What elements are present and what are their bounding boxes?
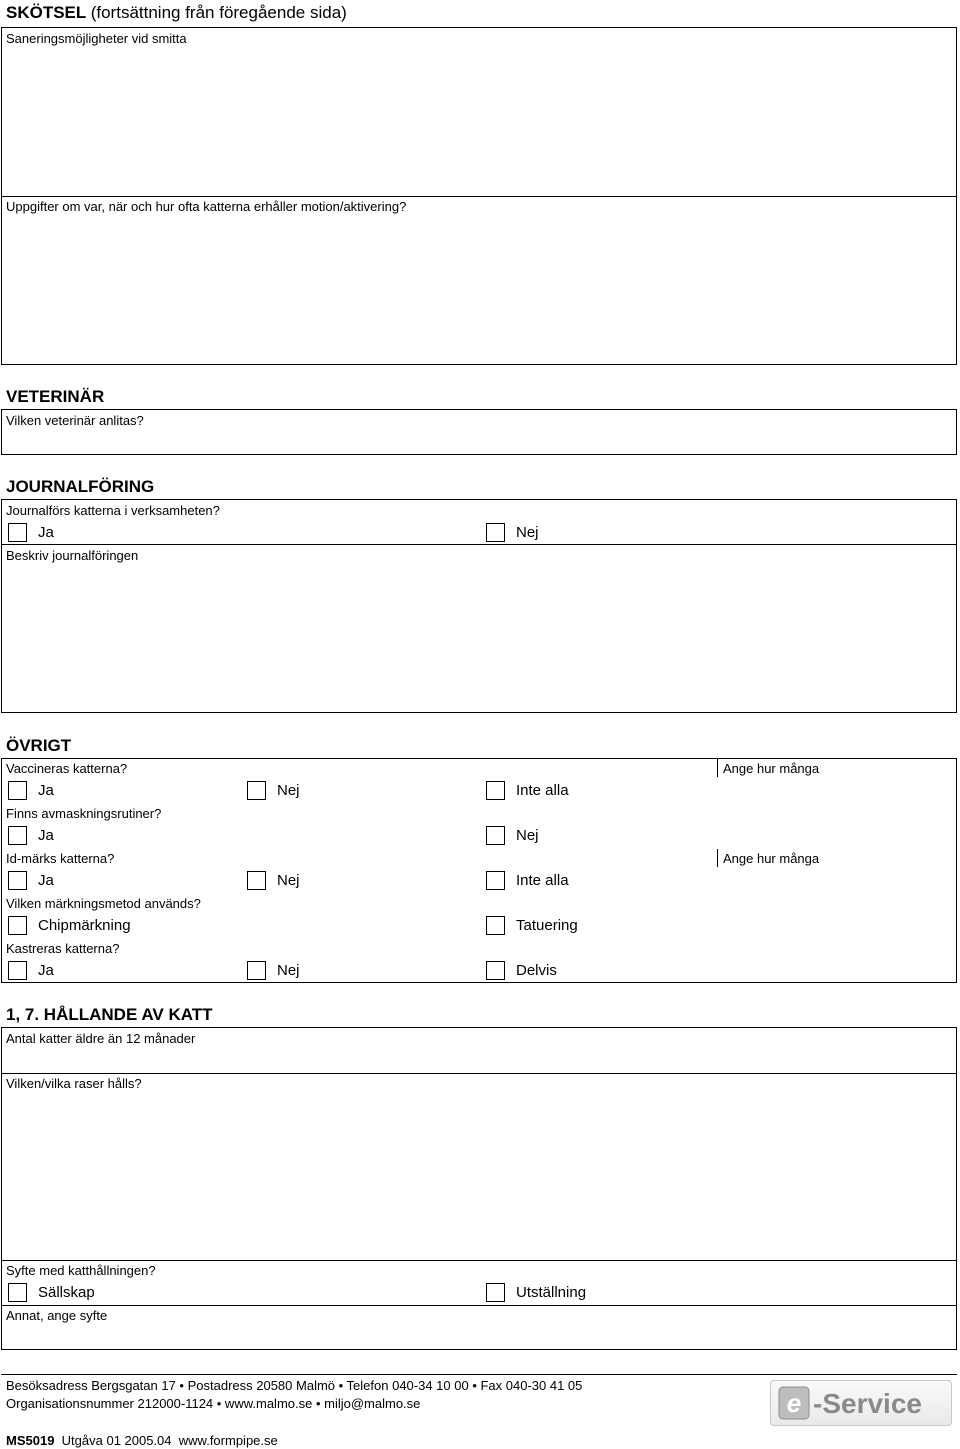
avmask-ja-label: Ja xyxy=(38,827,54,844)
divider xyxy=(1,196,957,197)
antal-label: Antal katter äldre än 12 månader xyxy=(6,1031,196,1046)
idmark-nej-checkbox[interactable] xyxy=(247,871,266,890)
syfte-sallskap-checkbox[interactable] xyxy=(8,1283,27,1302)
svg-text:e: e xyxy=(786,1388,802,1418)
journal-question: Journalförs katterna i verksamheten? xyxy=(6,503,220,518)
annat-label: Annat, ange syfte xyxy=(6,1308,108,1323)
kastr-delvis-label: Delvis xyxy=(516,962,557,979)
veterinar-question: Vilken veterinär anlitas? xyxy=(6,413,144,428)
avmask-nej-checkbox[interactable] xyxy=(486,826,505,845)
footer-rule xyxy=(1,1374,957,1375)
e-service-logo xyxy=(770,1380,952,1426)
kastr-ja-label: Ja xyxy=(38,962,54,979)
ovrigt-title: ÖVRIGT xyxy=(6,736,72,755)
journal-describe-label: Beskriv journalföringen xyxy=(6,548,139,563)
metod-chip-checkbox[interactable] xyxy=(8,916,27,935)
footer-form-info xyxy=(6,1433,278,1448)
form-version: Utgåva 01 2005.04 xyxy=(61,1433,172,1448)
motion-label: Uppgifter om var, när och hur ofta katterna erhåller motion/aktivering? xyxy=(6,199,407,214)
e-service-logo-graphic xyxy=(771,1381,951,1425)
vacc-inte-alla-checkbox[interactable] xyxy=(486,781,505,800)
vacc-ja-checkbox[interactable] xyxy=(8,781,27,800)
vacc-ange-label: Ange hur många xyxy=(723,761,820,776)
hallande-title: 1, 7. HÅLLANDE AV KATT xyxy=(6,1005,213,1024)
form-id: MS5019 xyxy=(6,1433,55,1448)
form-url: www.formpipe.se xyxy=(178,1433,278,1448)
raser-field[interactable] xyxy=(2,1093,956,1259)
syfte-utstallning-label: Utställning xyxy=(516,1284,587,1301)
idmark-nej-label: Nej xyxy=(277,872,300,889)
divider xyxy=(1,1260,957,1261)
vacc-inte-alla-label: Inte alla xyxy=(516,782,569,799)
kastr-delvis-checkbox[interactable] xyxy=(486,961,505,980)
idmark-ja-checkbox[interactable] xyxy=(8,871,27,890)
journal-describe-field[interactable] xyxy=(2,565,956,712)
journal-ja-label: Ja xyxy=(38,524,54,541)
syfte-utstallning-checkbox[interactable] xyxy=(486,1283,505,1302)
skotsel-heading xyxy=(6,3,347,23)
idmark-antal-field[interactable] xyxy=(820,849,956,867)
divider xyxy=(1,1305,957,1306)
kastr-nej-checkbox[interactable] xyxy=(247,961,266,980)
metod-tatuering-label: Tatuering xyxy=(516,917,578,934)
syfte-sallskap-label: Sällskap xyxy=(38,1284,95,1301)
avmask-ja-checkbox[interactable] xyxy=(8,826,27,845)
journal-ja-checkbox[interactable] xyxy=(8,523,27,542)
syfte-label: Syfte med katthållningen? xyxy=(6,1263,156,1278)
vacc-nej-label: Nej xyxy=(277,782,300,799)
vacc-question: Vaccineras katterna? xyxy=(6,761,128,776)
vacc-divider xyxy=(717,759,718,777)
sanering-label: Saneringsmöjligheter vid smitta xyxy=(6,31,187,46)
ovrigt-box xyxy=(1,758,957,983)
divider xyxy=(1,544,957,545)
journal-nej-label: Nej xyxy=(516,524,539,541)
skotsel-subtitle: (fortsättning från föregående sida) xyxy=(90,3,347,22)
antal-field[interactable] xyxy=(2,1048,956,1072)
metod-question: Vilken märkningsmetod används? xyxy=(6,896,201,911)
annat-field[interactable] xyxy=(2,1325,956,1349)
sanering-field[interactable] xyxy=(2,48,956,196)
idmark-inte-alla-checkbox[interactable] xyxy=(486,871,505,890)
idmark-ange-label: Ange hur många xyxy=(723,851,820,866)
idmark-question: Id-märks katterna? xyxy=(6,851,115,866)
idmark-ja-label: Ja xyxy=(38,872,54,889)
idmark-inte-alla-label: Inte alla xyxy=(516,872,569,889)
veterinar-title: VETERINÄR xyxy=(6,387,105,406)
vacc-ja-label: Ja xyxy=(38,782,54,799)
journal-nej-checkbox[interactable] xyxy=(486,523,505,542)
veterinar-field[interactable] xyxy=(2,430,956,454)
avmask-nej-label: Nej xyxy=(516,827,539,844)
vacc-nej-checkbox[interactable] xyxy=(247,781,266,800)
idmark-divider xyxy=(717,849,718,867)
kastr-ja-checkbox[interactable] xyxy=(8,961,27,980)
raser-label: Vilken/vilka raser hålls? xyxy=(6,1076,142,1091)
kastr-nej-label: Nej xyxy=(277,962,300,979)
vacc-antal-field[interactable] xyxy=(820,759,956,777)
journal-title: JOURNALFÖRING xyxy=(6,477,155,496)
metod-tatuering-checkbox[interactable] xyxy=(486,916,505,935)
footer-address: Besöksadress Bergsgatan 17 • Postadress 20580 Malmö • Telefon 040-34 10 00 • Fax 040-30 41 05 xyxy=(6,1378,583,1393)
avmask-question: Finns avmaskningsrutiner? xyxy=(6,806,162,821)
footer-orgnr: Organisationsnummer 212000-1124 • www.malmo.se • miljo@malmo.se xyxy=(6,1396,421,1411)
skotsel-title: SKÖTSEL xyxy=(6,3,86,22)
kastr-question: Kastreras katterna? xyxy=(6,941,120,956)
motion-field[interactable] xyxy=(2,216,956,364)
metod-chip-label: Chipmärkning xyxy=(38,917,131,934)
divider xyxy=(1,1073,957,1074)
svg-text:-Service: -Service xyxy=(813,1388,922,1419)
